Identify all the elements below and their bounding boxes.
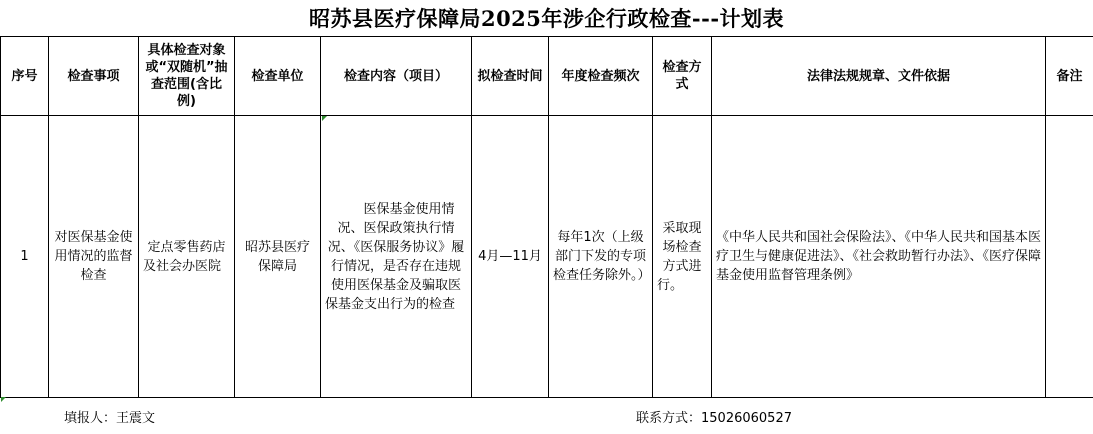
cell-unit[interactable]: 昭苏县医疗保障局: [235, 116, 321, 398]
cell-remark[interactable]: [1046, 116, 1093, 398]
table-row: [1, 116, 1093, 398]
cell-frequency[interactable]: 每年1次（上级部门下发的专项检查任务除外。）: [549, 116, 653, 398]
cell-item[interactable]: 对医保基金使用情况的监督检查: [49, 116, 139, 398]
inspection-plan-table: [0, 36, 1093, 398]
footer: [0, 397, 1093, 434]
header-item: 检查事项: [49, 37, 139, 116]
header-basis: 法律法规规章、文件依据: [712, 37, 1046, 116]
cell-seq[interactable]: 1: [1, 116, 49, 398]
header-seq: 序号: [1, 37, 49, 116]
cell-comment-marker: [322, 116, 327, 121]
contact-label: 联系方式：15026060527: [636, 411, 792, 426]
header-remark: 备注: [1046, 37, 1093, 116]
cell-time[interactable]: 4月—11月: [472, 116, 549, 398]
page-title: 昭苏县医疗保障局2025年涉企行政检查---计划表: [308, 6, 785, 31]
cell-scope[interactable]: 定点零售药店及社会办医院: [139, 116, 235, 398]
table-header-row: [1, 37, 1093, 116]
header-unit: 检查单位: [235, 37, 321, 116]
cell-method[interactable]: 采取现场检查方式进行。: [653, 116, 712, 398]
cell-basis[interactable]: 《中华人民共和国社会保险法》、《中华人民共和国基本医疗卫生与健康促进法》、《社会救助暂行办法》、《医疗保障基金使用监督管理条例》: [712, 116, 1046, 398]
reporter-label: 填报人：王震文: [64, 411, 156, 426]
header-frequency: 年度检查频次: [549, 37, 653, 116]
header-time: 拟检查时间: [472, 37, 549, 116]
header-content: 检查内容（项目）: [321, 37, 472, 116]
header-scope: 具体检查对象或“双随机”抽查范围(含比例): [139, 37, 235, 116]
cell-content[interactable]: 医保基金使用情况、医保政策执行情况、《医保服务协议》履行情况，是否存在违规使用医保基金及骗取医保基金支出行为的检查: [321, 116, 472, 398]
header-method: 检查方式: [653, 37, 712, 116]
